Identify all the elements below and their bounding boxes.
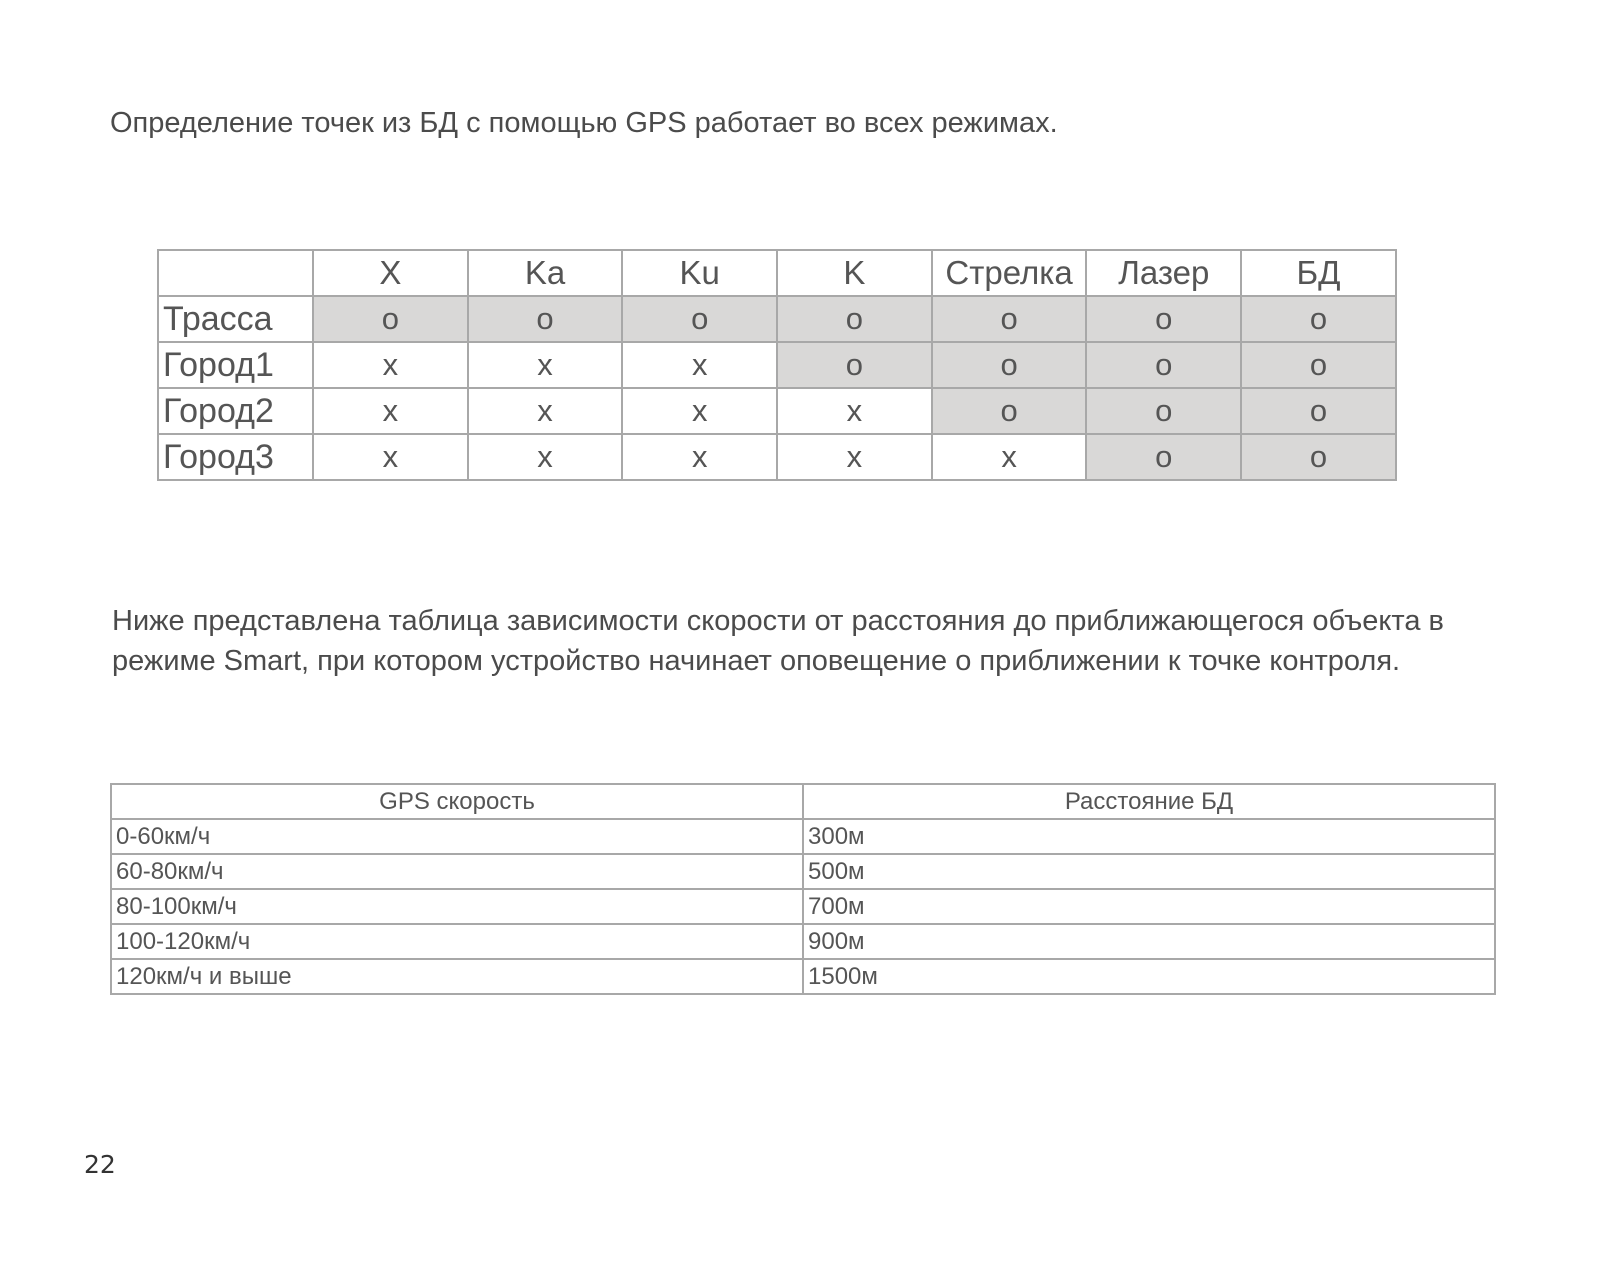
table-row <box>111 959 1495 994</box>
modes-header-cell: K <box>777 250 932 296</box>
distance-header-cell: Расстояние БД <box>803 784 1495 819</box>
modes-header-row <box>158 250 1396 296</box>
speed-header-row <box>111 784 1495 819</box>
speed-cell: 0-60км/ч <box>111 819 803 854</box>
table-row <box>111 854 1495 889</box>
mode-row-label: Город3 <box>158 434 313 480</box>
mode-row-label: Трасса <box>158 296 313 342</box>
mode-cell: o <box>1241 296 1396 342</box>
mode-cell: x <box>468 434 623 480</box>
modes-header-cell: X <box>313 250 468 296</box>
modes-header-cell: Ku <box>622 250 777 296</box>
mode-cell: x <box>313 434 468 480</box>
modes-header-cell: Ka <box>468 250 623 296</box>
mode-cell: o <box>932 388 1087 434</box>
mode-cell: x <box>932 434 1087 480</box>
table-row <box>158 296 1396 342</box>
mode-cell: o <box>932 296 1087 342</box>
mode-cell: o <box>1241 434 1396 480</box>
distance-cell: 700м <box>803 889 1495 924</box>
modes-header-cell: БД <box>1241 250 1396 296</box>
modes-header-cell <box>158 250 313 296</box>
mode-row-label: Город2 <box>158 388 313 434</box>
mode-cell: o <box>1086 296 1241 342</box>
table-row <box>111 819 1495 854</box>
distance-cell: 500м <box>803 854 1495 889</box>
mode-cell: x <box>622 342 777 388</box>
mode-cell: o <box>1086 388 1241 434</box>
mode-cell: o <box>932 342 1087 388</box>
table-row <box>158 388 1396 434</box>
mode-cell: x <box>468 388 623 434</box>
mode-cell: x <box>313 342 468 388</box>
distance-cell: 300м <box>803 819 1495 854</box>
mode-cell: o <box>777 342 932 388</box>
speed-header-cell: GPS скорость <box>111 784 803 819</box>
mode-cell: x <box>622 434 777 480</box>
mode-cell: o <box>622 296 777 342</box>
mode-cell: o <box>777 296 932 342</box>
modes-header-cell: Стрелка <box>932 250 1087 296</box>
mode-row-label: Город1 <box>158 342 313 388</box>
table-row <box>111 924 1495 959</box>
description-paragraph: Ниже представлена таблица зависимости скорости от расстояния до приближающегося объекта в режиме Smart, при котором устройство начинает оповещение о приближении к точке контроля. <box>112 605 1444 677</box>
mode-cell: x <box>777 388 932 434</box>
mode-cell: o <box>1241 388 1396 434</box>
mode-cell: x <box>468 342 623 388</box>
modes-table <box>157 249 1397 481</box>
speed-distance-table <box>110 783 1496 995</box>
distance-cell: 900м <box>803 924 1495 959</box>
modes-header-cell: Лазер <box>1086 250 1241 296</box>
speed-cell: 60-80км/ч <box>111 854 803 889</box>
page-number: 22 <box>84 1150 116 1179</box>
distance-cell: 1500м <box>803 959 1495 994</box>
speed-cell: 120км/ч и выше <box>111 959 803 994</box>
intro-paragraph: Определение точек из БД с помощью GPS работает во всех режимах. <box>110 107 1058 139</box>
mode-cell: x <box>313 388 468 434</box>
mode-cell: o <box>1086 434 1241 480</box>
mode-cell: x <box>622 388 777 434</box>
mode-cell: o <box>1086 342 1241 388</box>
mode-cell: o <box>1241 342 1396 388</box>
mode-cell: o <box>468 296 623 342</box>
table-row <box>158 434 1396 480</box>
table-row <box>158 342 1396 388</box>
table-row <box>111 889 1495 924</box>
speed-cell: 80-100км/ч <box>111 889 803 924</box>
mode-cell: x <box>777 434 932 480</box>
speed-cell: 100-120км/ч <box>111 924 803 959</box>
mode-cell: o <box>313 296 468 342</box>
